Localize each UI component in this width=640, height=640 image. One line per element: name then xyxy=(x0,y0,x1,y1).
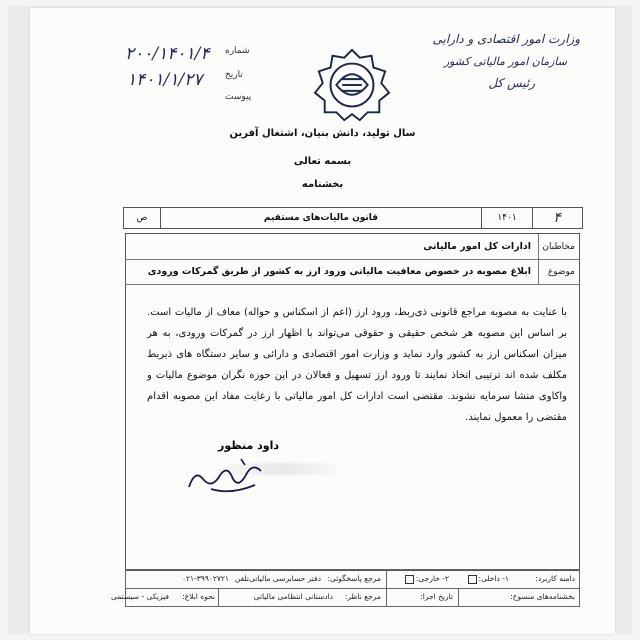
addressee-value: ادارات کل امور مالیاتی xyxy=(423,241,531,252)
signature-mark xyxy=(181,449,271,499)
addressee-label: مخاطبان xyxy=(542,242,575,252)
attachment-label: پیوست xyxy=(225,92,252,102)
reference-value: دفتر حسابرسی مالیاتی xyxy=(249,574,321,583)
letter-number: ۲۰۰/۱۴۰۱/۴ xyxy=(125,44,210,64)
external-option xyxy=(403,570,449,588)
footer-row-scope xyxy=(125,569,580,589)
number-label: شماره xyxy=(225,46,250,56)
emblem-logo xyxy=(313,46,391,124)
footer-row-meta xyxy=(110,588,580,607)
supervision-value: دادستانی انتظامی مالیاتی xyxy=(253,592,333,601)
effective-date-label: تاریخ اجرا: xyxy=(420,592,453,601)
law-reference-row xyxy=(123,207,583,229)
circular-body-box xyxy=(125,233,580,571)
year-motto: سال تولید، دانش بنیان، اشتغال آفرین xyxy=(229,128,416,139)
ministry-name: وزارت امور اقتصادی و دارایی xyxy=(432,32,580,46)
phone-value: ۰۲۱-۳۹۹۰۲۷۲۱ xyxy=(181,574,229,583)
external-label: ۲- خارجی: xyxy=(415,574,449,583)
delivery-value: فیزیکی - سیستمی xyxy=(110,592,169,601)
cell-divider xyxy=(458,588,459,606)
law-year: ۱۴۰۱ xyxy=(481,208,533,228)
checkbox-checked-icon xyxy=(468,575,477,584)
subject-label: موضوع xyxy=(547,267,575,277)
office-title: رئیس کل xyxy=(488,76,535,90)
subject-value: ابلاغ مصوبه در خصوص معافیت مالیاتی ورود ارز به کشور از طریق گمرکات ورودی xyxy=(147,266,531,277)
document-type: بخشنامه xyxy=(301,179,344,190)
date-label: تاریخ xyxy=(225,70,243,80)
supervision-label: مرجع ناظر: xyxy=(344,592,381,601)
basmala: بسمه تعالی xyxy=(293,156,352,167)
reference-label: مرجع پاسخگوئی: xyxy=(327,574,381,583)
phone-label: تلفن xyxy=(234,574,249,583)
law-code: ص xyxy=(124,208,161,228)
letter-date: ۱۴۰۱/۱/۲۷ xyxy=(127,70,203,90)
delivery-label: نحوه ابلاغ: xyxy=(182,592,215,601)
revoked-label: بخشنامه‌های منسوخ: xyxy=(510,592,575,601)
cell-divider xyxy=(218,588,219,606)
organization-name: سازمان امور مالیاتی کشور xyxy=(443,55,567,68)
law-index: ۴ xyxy=(553,210,561,226)
cell-divider xyxy=(386,570,387,588)
internal-option xyxy=(466,570,509,588)
signer-name: داود منظور xyxy=(218,439,279,452)
internal-label: ۱- داخلی: xyxy=(478,574,509,583)
document-page xyxy=(30,8,615,634)
circular-body-text: با عنایت به مصوبه مراجع قانونی ذی‌ربط، ورود ارز (اعم از اسکناس و حواله) معاف از مالیات است. بر اساس این مصوبه هر شخص حقیقی و حقوقی می‌تواند با اظهار ارز در گمرکات ورودی، به هر میزان اسکناس ارز به کشور وارد نماید و وزارت امور اقتصادی و دارائی و سایر دستگاه های ذیربط مکلف شده اند ترتیبی اتخاذ نمایند تا ورود ارز تسهیل و فعالان در این حوزه نگران موضوع مالیات و واکاوی منشا سرمایه نشوند. مقتضی است ادارات کل امور مالیاتی با رعایت مفاد این مصوبه اقدام مقتضی را معمول نمایند. xyxy=(147,307,567,423)
row-divider xyxy=(126,259,579,260)
scope-label: دامنه کاربرد: xyxy=(535,574,575,583)
checkbox-checked-icon xyxy=(405,575,414,584)
row-divider xyxy=(126,284,579,285)
cell-divider xyxy=(386,588,387,606)
law-title: قانون مالیات‌های مستقیم xyxy=(263,213,379,223)
